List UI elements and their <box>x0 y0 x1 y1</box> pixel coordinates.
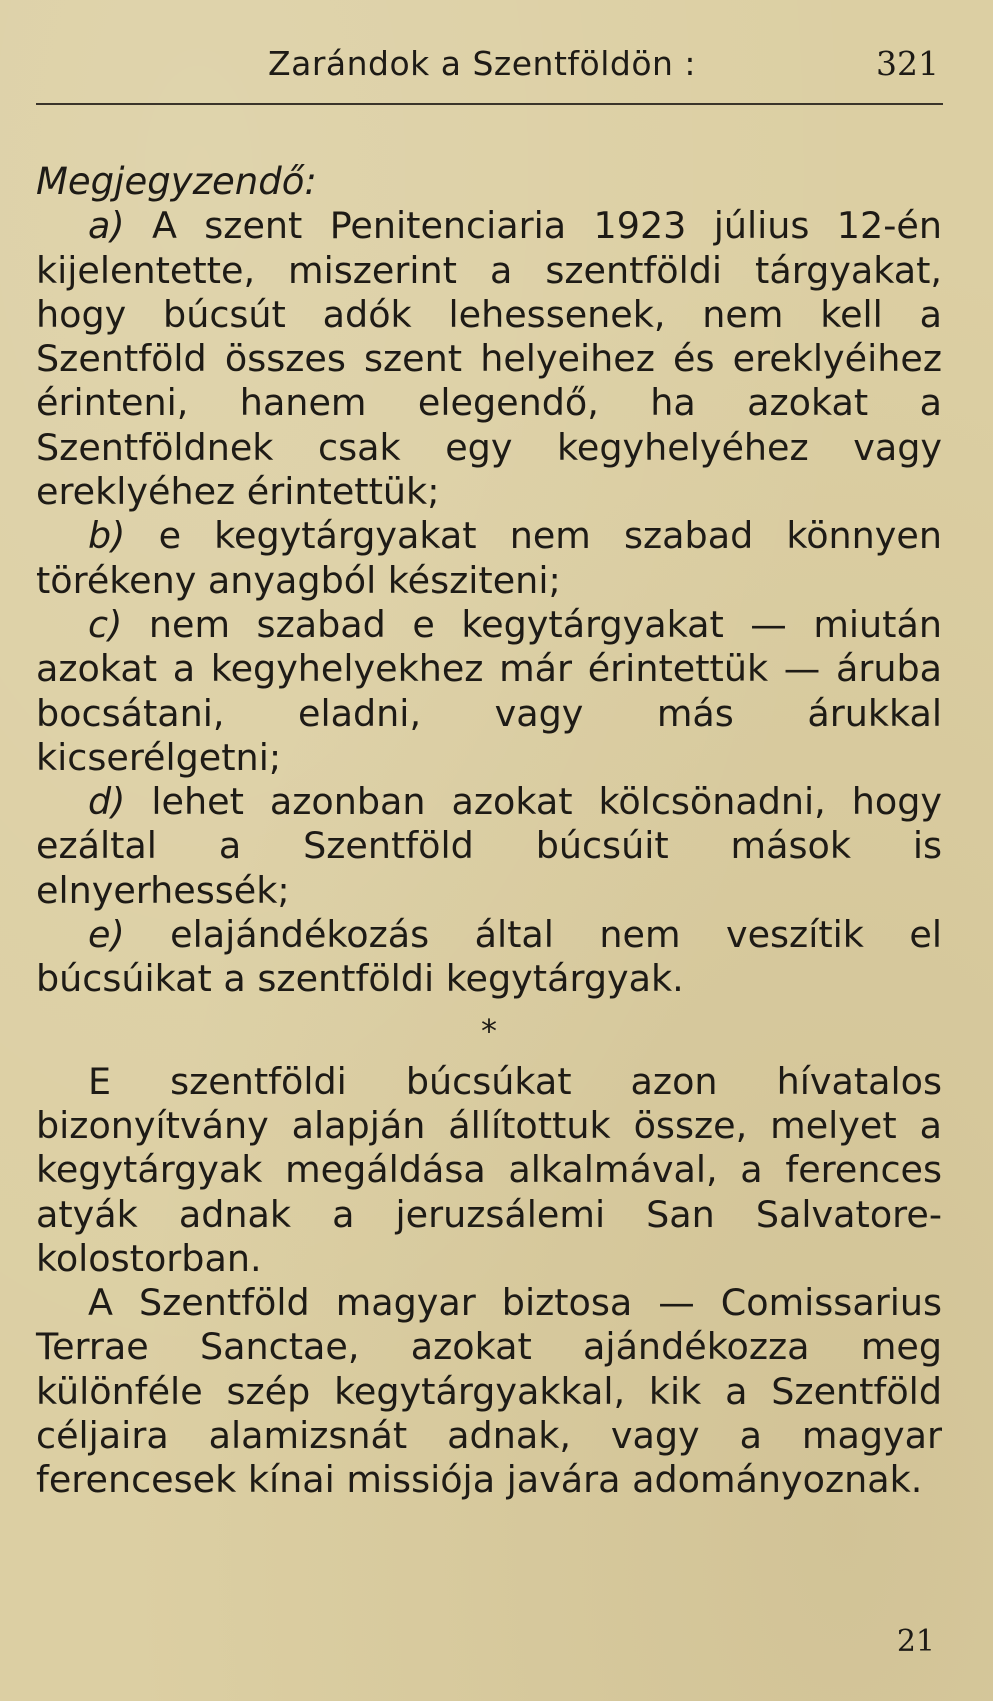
note-heading: Megjegyzendő: <box>36 160 317 203</box>
section-separator: * <box>481 1011 497 1050</box>
item-letter: c) <box>88 602 123 646</box>
note-item-c <box>36 603 942 780</box>
item-text: lehet azonban azokat kölcsönadni, hogy ezáltal a Szentföld búcsúit mások is elnyerhessék; <box>36 780 942 912</box>
printer-signature-mark: 21 <box>896 1624 935 1659</box>
page-number: 321 <box>876 44 939 83</box>
note-item-b <box>36 514 942 603</box>
note-item-a <box>36 204 942 514</box>
paragraph-certificate: E szentföldi búcsúkat azon hívatalos bizonyítvány alapján állítottuk össze, melyet a kegytárgyak megáldása alkalmával, a ferences atyák adnak a jeruzsálemi San Salvatore-kolostorban. <box>36 1059 942 1280</box>
page-header <box>36 44 943 92</box>
note-item-e <box>36 913 942 1002</box>
item-letter: e) <box>88 913 125 957</box>
item-letter: b) <box>88 514 126 558</box>
note-item-d <box>36 780 942 913</box>
item-letter: d) <box>88 780 126 824</box>
header-rule <box>36 103 943 105</box>
paragraph-commissary: A Szentföld magyar biztosa — Comissarius Terrae Sanctae, azokat ajándékozza meg különféle szép kegytárgyakkal, kik a Szentföld céljaira alamizsnát adnak, vagy a magyar ferencesek kínai missiója javára adományoznak. <box>36 1281 942 1502</box>
page-body <box>36 160 942 1503</box>
item-text: A szent Penitenciaria 1923 július 12-én kijelentette, miszerint a szentföldi tárgyakat, hogy búcsút adók lehessenek, nem kell a Szentföld összes szent helyeihez és ereklyéihez érinteni, hanem elegendő, ha azokat a Szentföldnek csak egy kegyhelyéhez vagy ereklyéhez érintettük; <box>36 204 942 514</box>
item-letter: a) <box>88 204 125 248</box>
item-text: nem szabad e kegytárgyakat — miután azokat a kegyhelyekhez már érintettük — áruba bocsátani, eladni, vagy más árukkal kicserélgetni; <box>36 602 942 779</box>
running-title: Zarándok a Szentföldön : <box>268 44 697 83</box>
item-text: e kegytárgyakat nem szabad könnyen törékeny anyagból késziteni; <box>36 514 942 602</box>
item-text: elajándékozás által nem veszítik el búcsúikat a szentföldi kegytárgyak. <box>36 913 942 1001</box>
